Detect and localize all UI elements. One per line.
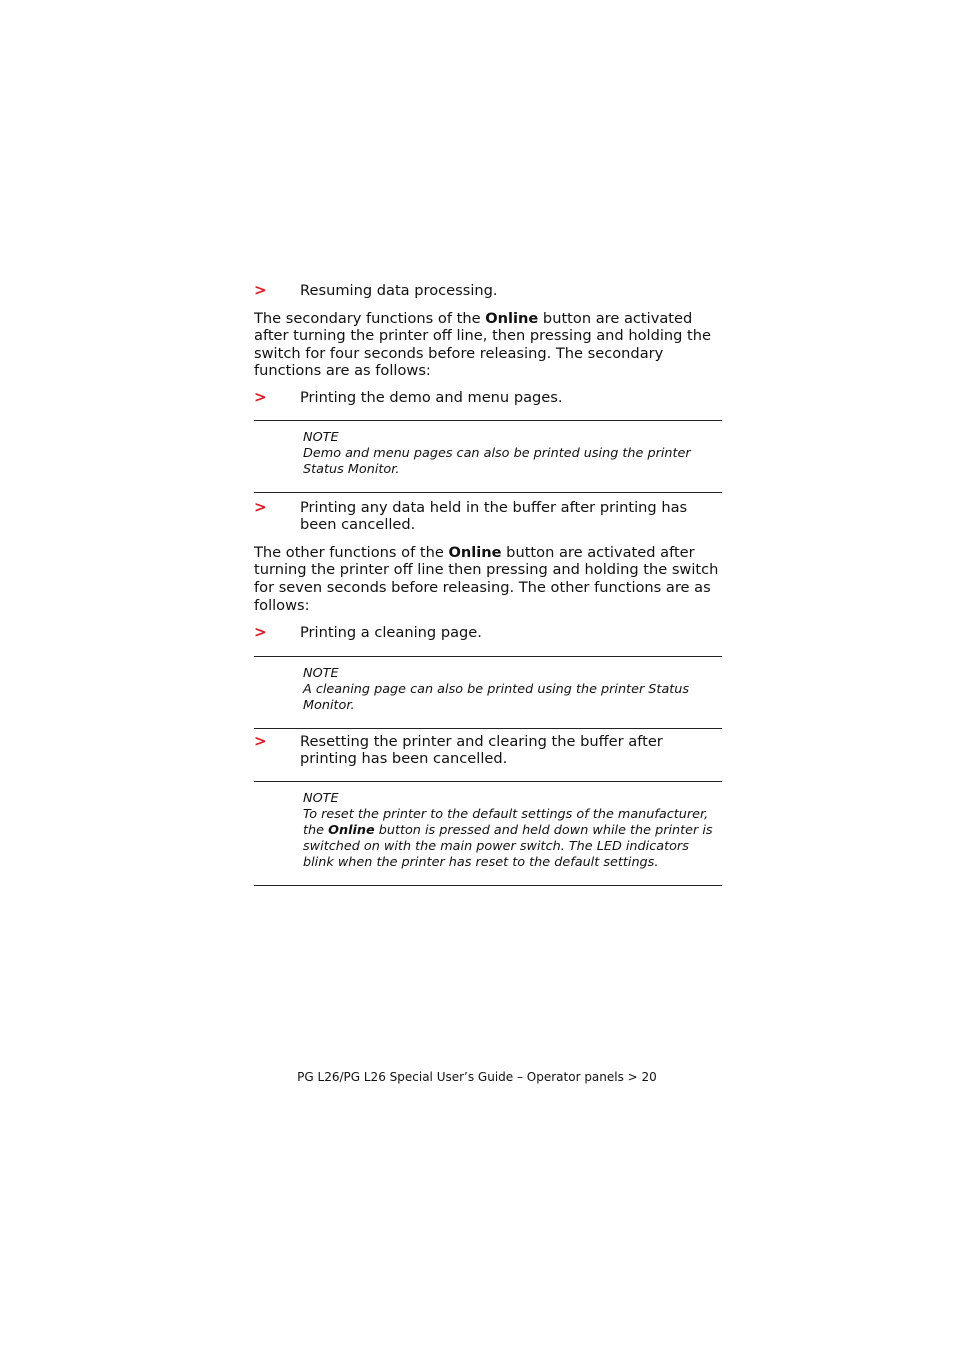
bullet-item xyxy=(254,733,722,768)
bullet-text: Printing any data held in the buffer after printing has been cancelled. xyxy=(300,498,688,534)
bullet-arrow-icon: > xyxy=(254,731,267,750)
note-box xyxy=(254,781,722,886)
paragraph xyxy=(254,310,722,380)
bullet-arrow-icon: > xyxy=(254,281,267,299)
paragraph-bold: Online xyxy=(448,543,502,561)
paragraph-bold: Online xyxy=(485,309,539,327)
bullet-item xyxy=(254,624,722,642)
paragraph-text: The secondary functions of the xyxy=(254,309,486,327)
note-box xyxy=(254,420,722,493)
page-content xyxy=(254,282,722,886)
paragraph xyxy=(254,544,722,614)
paragraph-text: button are activated after turning the printer off line then pressing and holding the switch for seven seconds before releasing. The other functions are as follows: xyxy=(254,543,719,614)
bullet-arrow-icon: > xyxy=(254,387,267,406)
note-text: Demo and menu pages can also be printed using the printer Status Monitor. xyxy=(303,445,691,477)
bullet-arrow-icon: > xyxy=(254,623,267,642)
bullet-item xyxy=(254,282,722,300)
note-label: NOTE xyxy=(303,429,339,445)
page-footer: PG L26/PG L26 Special User’s Guide – Operator panels > 20 xyxy=(297,1070,657,1084)
note-text xyxy=(303,807,722,871)
note-label: NOTE xyxy=(303,665,339,681)
paragraph-text: The other functions of the xyxy=(254,543,449,561)
note-text-part: button is pressed and held down while the printer is switched on with the main power switch. The LED indicators blink when the printer has reset to the default settings. xyxy=(303,822,713,870)
bullet-text: Printing the demo and menu pages. xyxy=(300,388,563,406)
bullet-text: Resetting the printer and clearing the buffer after printing has been cancelled. xyxy=(300,732,663,768)
bullet-text: Resuming data processing. xyxy=(300,282,498,299)
bullet-text: Printing a cleaning page. xyxy=(300,624,482,642)
note-box xyxy=(254,656,722,729)
note-bold: Online xyxy=(328,822,375,838)
bullet-arrow-icon: > xyxy=(254,497,267,516)
note-text-part: To reset the printer to the default settings of the manufacturer, the xyxy=(303,806,709,838)
note-text: A cleaning page can also be printed using the printer Status Monitor. xyxy=(303,681,690,713)
bullet-item xyxy=(254,499,722,534)
note-label: NOTE xyxy=(303,790,339,806)
bullet-item xyxy=(254,389,722,407)
paragraph-text: button are activated after turning the printer off line, then pressing and holding the switch for four seconds before releasing. The secondary functions are as follows: xyxy=(254,309,711,380)
